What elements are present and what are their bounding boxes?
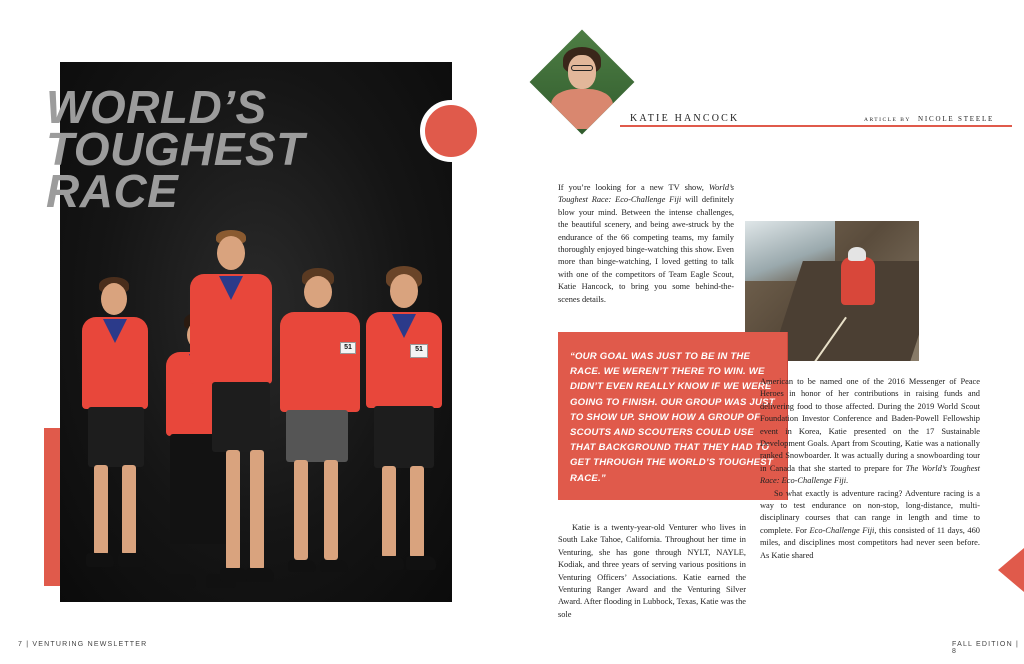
page-folio-right: FALL EDITION | 8	[952, 641, 1019, 655]
byline-rule	[620, 125, 1012, 127]
race-bib: 51	[340, 342, 356, 354]
article-credit	[864, 115, 994, 123]
body-column-right: American to be named one of the 2016 Messenger of Peace Heroes in honor of her contributions in raising funds and delivering food to those affected. During the 2019 World Scout Foundation Investor Conference and Baden-Powell Fellowship event in Korea, Katie presented on the 17 Sustainable Development Goals. Apart from Scouting, Katie was a nationally ranked Snowboarder. It was actually during a snowboarding tour in Canada that she started to prepare for The World’s Toughest Race: Eco-Challenge Fiji. So what exactly is adventure racing? Adventure racing is a way to test endurance on non-stop, long-distance, multi-disciplinary courses that can range in length and time to complete. For Eco-Challenge Fiji, this consisted of 11 days, 460 miles, and disciplines most competitors had never seen before. As Katie shared	[760, 377, 980, 560]
scout-figure	[182, 230, 278, 600]
author-name: NICOLE STEELE	[918, 115, 995, 123]
article-by-label: ARTICLE BY	[864, 117, 911, 123]
page-folio-left: 7 | VENTURING NEWSLETTER	[18, 641, 148, 648]
scout-figure	[274, 268, 366, 598]
body-column-left: Katie is a twenty-year-old Venturer who lives in South Lake Tahoe, California. Throughout her time in Venturing, she has gone through NYLT, NAYLE, Kodiak, and three years of serving various positions in Venturing Officers’ Associations. Katie earned the Venturing Ranger Award and the Venturing Silver Award. After flooding in Lubbock, Texas, Katie was the sole	[558, 523, 746, 619]
scout-figure	[72, 277, 152, 597]
accent-bar	[44, 428, 60, 586]
race-bib: 51	[410, 344, 428, 358]
headline-line: RACE	[46, 165, 179, 217]
scout-figure	[362, 266, 448, 596]
circle-accent	[420, 100, 482, 162]
right-page	[512, 0, 1024, 664]
headline-line: TOUGHEST	[46, 123, 305, 175]
author-portrait	[530, 30, 635, 135]
article-headline	[46, 81, 366, 217]
pull-quote: “OUR GOAL WAS JUST TO BE IN THE RACE. WE WEREN’T THERE TO WIN. WE DIDN’T EVEN REALLY KNOW IF WE WERE GOING TO FINISH. OUR GROUP WAS JUST TO SHOW UP. SHOW HOW A GROUP OF SCOUTS AND SCOUTERS COULD USE THAT BACKGROUND THAT THEY HAD TO GET THROUGH THE WORLD’S TOUGHEST RACE.”	[570, 351, 775, 484]
accent-triangle	[998, 548, 1024, 592]
headline-line: WORLD’S	[46, 81, 267, 133]
subject-name: KATIE HANCOCK	[630, 113, 740, 124]
intro-paragraph: If you’re looking for a new TV show, World’s Toughest Race: Eco-Challenge Fiji will definitely blow your mind. Between the intense challenges, the beautiful scenery, and being awe-struck by the endurance of the 66 competing teams, my family thoroughly enjoyed binge-watching this show. Even more than binge-watching, I loved getting to talk with one of the competitors of Team Eagle Scout, Katie Hancock, to bring you some behind-the-scenes details.	[558, 183, 734, 304]
